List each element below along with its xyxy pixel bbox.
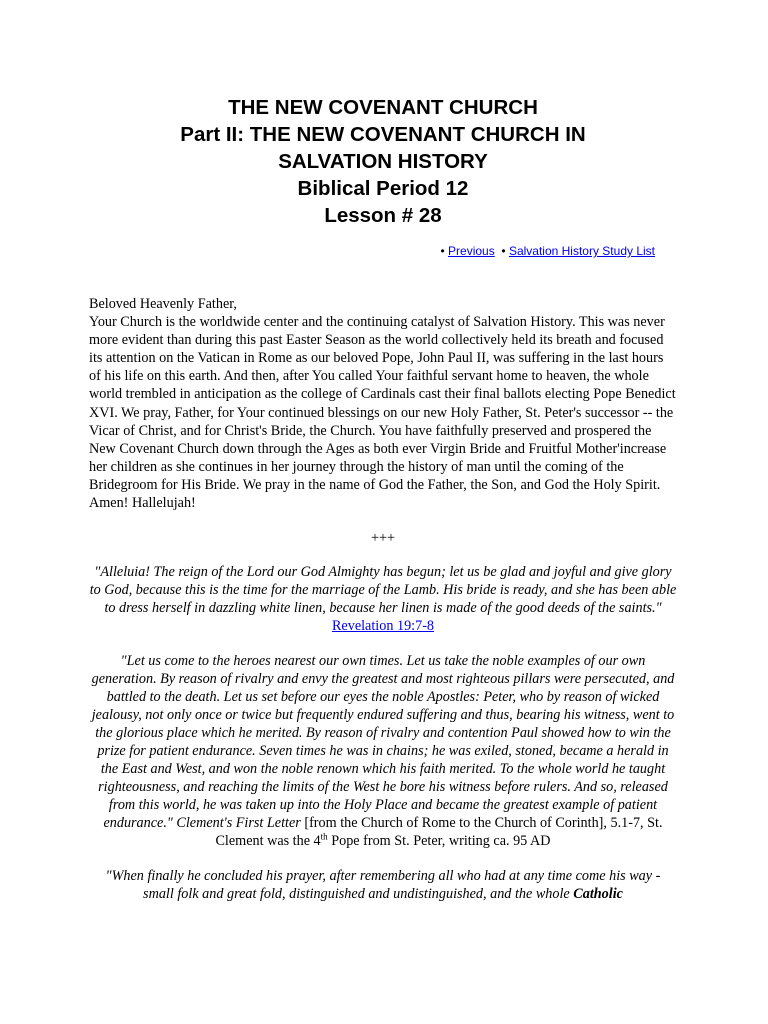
quote-text: "Let us come to the heroes nearest our own times. Let us take the noble examples of our own generation. By reason of rivalry and envy the greatest and most righteous pillars were persecuted, and battled to the death. Let us set before our eyes the noble Apostles: Peter, who by reason of wicked jealousy, not only once or twice but frequently endured suffering and thus, bearing his witness, went to the glorious place which he merited. By reason of rivalry and contention Paul showed how to win the prize for patient endurance. Seven times he was in chains; he was exiled, stoned, became a herald in the East and West, and won the noble renown which his faith merited. To the whole world he taught righteousness, and reaching the limits of the West he bore his witness before rulers. And so, released from this world, he was taken up into the Holy Place and became the greatest example of patient endurance." Clement's First Letter <box>91 652 675 832</box>
quote-source: Pope from St. Peter, writing ca. 95 AD <box>327 833 551 850</box>
title-line-5: Lesson # 28 <box>324 204 442 227</box>
nav-bullet: • <box>501 244 506 258</box>
document-page <box>89 94 677 903</box>
title-line-2: Part II: THE NEW COVENANT CHURCH IN <box>180 123 586 146</box>
ordinal-superscript: th <box>320 831 328 842</box>
quote-source: [from the Church of Rome to the Church of Corinth], 5.1-7, St. Clement was the 4 <box>215 815 663 850</box>
quote-text: "Alleluia! The reign of the Lord our God Almighty has begun; let us be glad and joyful and give glory to God, because this is the time for the marriage of the Lamb. His bride is ready, and she has been able to dress herself in dazzling white linen, because her linen is made of the good deeds of the saints." <box>89 564 677 617</box>
quote-text: "When finally he concluded his prayer, after remembering all who had at any time come his way - small folk and great fold, distinguished and undistinguished, and the whole <box>105 867 661 902</box>
document-title <box>89 94 677 229</box>
quote-martyrdom <box>89 867 677 903</box>
title-line-3: SALVATION HISTORY <box>278 150 488 173</box>
prayer-salutation: Beloved Heavenly Father, <box>89 296 237 312</box>
quote-bold-word: Catholic <box>573 885 623 902</box>
nav-bullet: • <box>440 244 445 258</box>
title-line-4: Biblical Period 12 <box>297 177 469 200</box>
revelation-link[interactable]: Revelation 19:7-8 <box>331 618 435 635</box>
section-separator: +++ <box>370 530 395 547</box>
quote-revelation <box>89 563 677 635</box>
lesson-nav <box>89 243 677 259</box>
quote-clement <box>89 652 677 851</box>
title-line-1: THE NEW COVENANT CHURCH <box>228 96 538 119</box>
previous-link[interactable]: Previous <box>448 244 495 258</box>
prayer-body: Your Church is the worldwide center and the continuing catalyst of Salvation History. This was never more evident than during this past Easter Season as the world collectively held its breath and focused its attention on the Vatican in Rome as our beloved Pope, John Paul II, was suffering in the last hours of his life on this earth. And then, after You called Your faithful servant home to heaven, the whole world trembled in anticipation as the college of Cardinals cast their final ballots electing Pope Benedict XVI. We pray, Father, for Your continued blessings on our new Holy Father, St. Peter's successor -- the Vicar of Christ, and for Christ's Bride, the Church. You have faithfully preserved and prospered the New Covenant Church down through the Ages as both ever Virgin Bride and Fruitful Mother'increase her children as she continues in her journey through the history of man until the coming of the Bridegroom for His Bride. We pray in the name of God the Father, the Son, and God the Holy Spirit. Amen! Hallelujah! <box>89 314 676 512</box>
study-list-link[interactable]: Salvation History Study List <box>508 244 655 258</box>
opening-prayer <box>89 295 677 512</box>
